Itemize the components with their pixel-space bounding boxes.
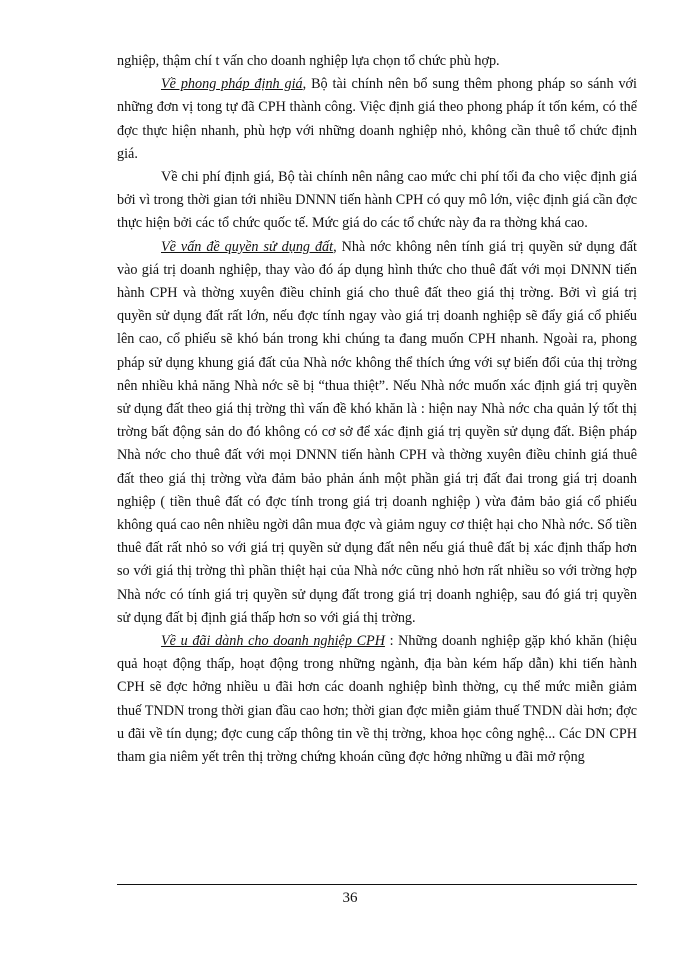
paragraph-2 (117, 73, 637, 166)
paragraph-2-lead: Về phong pháp định giá (161, 76, 303, 93)
paragraph-4-lead: Về vấn đề quyền sử dụng đất (161, 238, 334, 255)
paragraph-5-lead: Về u đãi dành cho doanh nghiệp CPH (161, 633, 385, 650)
paragraph-5-text: : Những doanh nghiệp gặp khó khăn (hiệu quả hoạt động thấp, hoạt động trong những ngành, địa bàn kém hấp dẫn) khi tiến hành CPH sẽ đợc hởng nhiều u đãi hơn các doanh nghiệp bình thờng, cụ thể mức miễn giảm thuế TNDN trong thời gian đầu cao hơn; thời gian đợc miễn giảm thuế TNDN dài hơn; đợc u đãi về tín dụng; đợc cung cấp thông tin về thị trờng, khoa học công nghệ... Các DN CPH tham gia niêm yết trên thị trờng chứng khoán cũng đợc hởng những u đãi mở rộng (117, 633, 637, 766)
paragraph-1 (117, 50, 637, 73)
document-body (117, 50, 637, 769)
page-number: 36 (342, 890, 358, 906)
paragraph-2-text: , Bộ tài chính nên bổ sung thêm phong pháp so sánh với những đơn vị tong tự đã CPH thành công. Việc định giá theo phong pháp ít tốn kém, có thể đợc thực hiện nhanh, phù hợp với những doanh nghiệp nhỏ, không cần thuê tổ chức định giá. (117, 76, 637, 162)
footer-divider (117, 884, 637, 885)
paragraph-3 (117, 166, 637, 236)
paragraph-3-text: Về chi phí định giá, Bộ tài chính nên nâng cao mức chi phí tối đa cho việc định giá bởi vì trong thời gian tới nhiều DNNN tiến hành CPH có quy mô lớn, việc định giá cần đợc thực hiện bởi các tổ chức quốc tế. Mức giá do các tổ chức này đa ra thờng khá cao. (117, 169, 637, 232)
paragraph-5 (117, 630, 637, 769)
paragraph-1-text: nghiệp, thậm chí t vấn cho doanh nghiệp lựa chọn tổ chức phù hợp. (117, 53, 500, 69)
paragraph-4 (117, 236, 637, 630)
paragraph-4-text: , Nhà nớc không nên tính giá trị quyền sử dụng đất vào giá trị doanh nghiệp, thay vào đó áp dụng hình thức cho thuê đất với mọi DNNN tiến hành CPH và thờng xuyên điều chỉnh giá cho thuê đất theo giá thị trờng. Bởi vì giá trị quyền sử dụng đất rất lớn, nếu đợc tính ngay vào giá trị doanh nghiệp sẽ đẩy giá cổ phiếu lên cao, cổ phiếu sẽ khó bán trong khi chúng ta đang muốn CPH nhanh. Ngoài ra, phong pháp sử dụng khung giá đất của Nhà nớc không thể thích ứng với sự biến đổi của thị trờng nên nhiều khả năng Nhà nớc sẽ bị “thua thiệt”. Nếu Nhà nớc muốn xác định giá trị quyền sử dụng đất theo giá thị trờng thì vấn đề khó khăn là : hiện nay Nhà nớc cha quản lý tốt thị trờng bất động sản do đó không có cơ sở để xác định giá trị quyền sử dụng đất. Biện pháp Nhà nớc cho thuê đất với mọi DNNN tiến hành CPH và thờng xuyên điều chỉnh giá thuê đất theo giá thị trờng vừa đảm bảo phản ánh một phần giá trị đất đai trong giá trị doanh nghiệp ( tiền thuê đất có đợc tính trong giá trị doanh nghiệp ) vừa đảm bảo giá cổ phiếu không quá cao nên nhiều ngời dân mua đợc và giảm nguy cơ thiệt hại cho Nhà nớc. Số tiền thuê đất rất nhỏ so với giá trị quyền sử dụng đất nên nếu giá thuê đất bị xác định thấp hơn so với giá thị trờng thì phần thiệt hại của Nhà nớc cũng nhỏ hơn rất nhiều so với trờng hợp Nhà nớc có tính giá trị quyền sử dụng đất trong giá trị doanh nghiệp, sau đó giá trị quyền sử dụng đất bị định giá thấp hơn so với giá thị trờng. (117, 238, 637, 626)
